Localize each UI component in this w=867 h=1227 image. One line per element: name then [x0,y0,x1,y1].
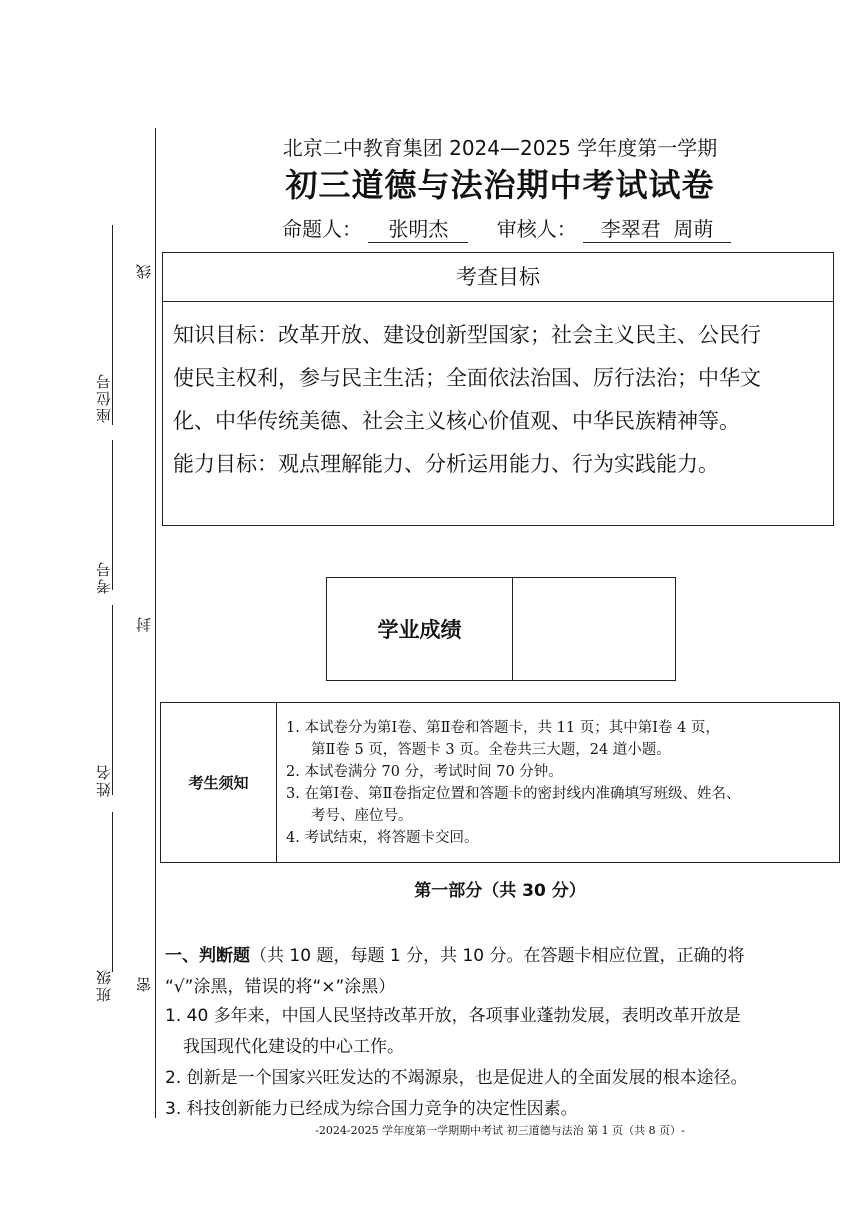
seal-line [155,128,156,1118]
question-1-line-2: 我国现代化建设的中心工作。 [183,1037,404,1057]
seal-char-secret: 密 [135,975,153,992]
section-intro-line-1 [165,941,845,972]
seal-char-line: 线 [135,262,153,279]
notice-item-3-line-2: 考号、座位号。 [311,808,413,824]
page-footer: -2024-2025 学年度第一学期期中考试 初三道德与法治 第 1 页（共 8 页）- [315,1124,685,1137]
section-intro [165,941,845,1003]
exam-number-label: 考号 [95,560,113,594]
notice-item-4: 4. 考试结束，将答题卡交回。 [286,830,479,846]
question-list [165,1001,845,1125]
section-desc-line-1: （共 10 题，每题 1 分，共 10 分。在答题卡相应位置，正确的将 [250,946,745,966]
objectives-body [163,302,833,486]
notice-label: 考生须知 [161,703,277,862]
seal-char-seal: 封 [135,615,153,632]
seat-number-label: 座位号 [95,372,113,423]
notice-item-1-line-1: 1. 本试卷分为第Ⅰ卷、第Ⅱ卷和答题卡，共 11 页；其中第Ⅰ卷 4 页， [286,720,720,736]
author-name: 张明杰 [368,213,468,243]
author-line [282,213,731,243]
notice-item-3-line-1: 3. 在第Ⅰ卷、第Ⅱ卷指定位置和答题卡的密封线内准确填写班级、姓名、 [286,786,741,802]
knowledge-line-1: 知识目标：改革开放、建设创新型国家；社会主义民主、公民行 [173,323,761,347]
exam-title: 初三道德与法治期中考试试卷 [285,166,715,204]
notice-item-2: 2. 本试卷满分 70 分，考试时间 70 分钟。 [286,764,563,780]
class-label: 班级 [95,968,113,1002]
reviewer-label: 审核人： [496,217,577,241]
section-title: 一、判断题 [165,946,250,966]
knowledge-line-3: 化、中华传统美德、社会主义核心价值观、中华民族精神等。 [173,409,740,433]
knowledge-line-2: 使民主权利，参与民主生活；全面依法治国、厉行法治；中华文 [173,366,761,390]
score-label: 学业成绩 [327,578,513,680]
part1-heading: 第一部分（共 30 分） [414,881,586,901]
notice-item-1-line-2: 第Ⅱ卷 5 页，答题卡 3 页。全卷共三大题，24 道小题。 [311,742,671,758]
section-desc-line-2: “√”涂黑，错误的将“×”涂黑） [165,977,396,997]
question-1-line-1: 1. 40 多年来，中国人民坚持改革开放，各项事业蓬勃发展，表明改革开放是 [165,1006,741,1026]
notice-box [160,702,840,863]
org-line: 北京二中教育集团 2024—2025 学年度第一学期 [282,136,718,160]
notice-items [286,717,835,849]
score-value-cell[interactable] [513,578,675,680]
question-3: 3. 科技创新能力已经成为综合国力竞争的决定性因素。 [165,1099,578,1119]
ability-objective: 能力目标：观点理解能力、分析运用能力、行为实践能力。 [173,452,719,476]
objectives-heading: 考查目标 [163,253,833,302]
name-label: 姓名 [95,763,113,797]
question-2: 2. 创新是一个国家兴旺发达的不竭源泉，也是促进人的全面发展的根本途径。 [165,1068,748,1088]
class-field[interactable] [112,812,113,972]
score-box [326,577,676,681]
reviewer-names: 李翠君 周萌 [583,213,731,243]
objectives-box [162,252,834,526]
author-label: 命题人： [282,217,362,241]
